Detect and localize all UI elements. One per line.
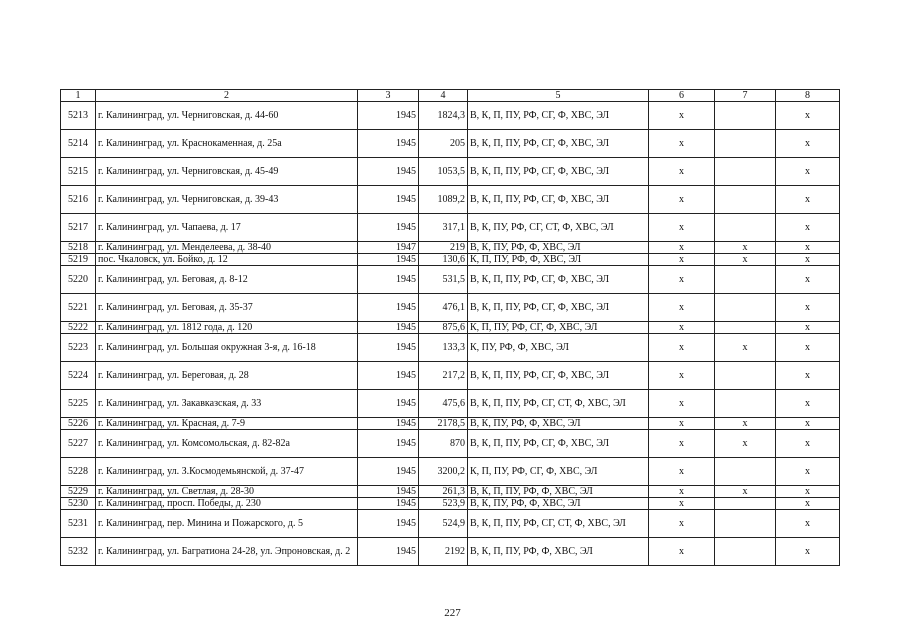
table-row	[61, 510, 840, 538]
systems-cell: В, К, П, ПУ, РФ, Ф, ХВС, ЭЛ	[468, 486, 649, 498]
area-cell: 133,3	[419, 334, 468, 362]
year-cell: 1945	[358, 102, 419, 130]
area-cell: 524,9	[419, 510, 468, 538]
year-cell: 1945	[358, 510, 419, 538]
mark-cell: х	[776, 390, 840, 418]
year-cell: 1945	[358, 362, 419, 390]
address-cell: г. Калининград, просп. Победы, д. 230	[96, 498, 358, 510]
mark-cell	[715, 214, 776, 242]
page-number: 227	[444, 607, 461, 619]
systems-cell: В, К, П, ПУ, РФ, Ф, ХВС, ЭЛ	[468, 538, 649, 566]
address-cell: г. Калининград, пер. Минина и Пожарского, д. 5	[96, 510, 358, 538]
address-cell: г. Калининград, ул. Багратиона 24-28, ул. Эпроновская, д. 2	[96, 538, 358, 566]
registry-table	[60, 89, 840, 566]
mark-cell: х	[776, 498, 840, 510]
mark-cell: х	[649, 158, 715, 186]
row-number: 5218	[61, 242, 96, 254]
row-number: 5230	[61, 498, 96, 510]
systems-cell: К, ПУ, РФ, Ф, ХВС, ЭЛ	[468, 334, 649, 362]
mark-cell: х	[649, 214, 715, 242]
column-header: 1	[61, 90, 96, 102]
mark-cell: х	[649, 242, 715, 254]
year-cell: 1945	[358, 254, 419, 266]
area-cell: 1824,3	[419, 102, 468, 130]
mark-cell	[715, 362, 776, 390]
systems-cell: В, К, П, ПУ, РФ, СГ, Ф, ХВС, ЭЛ	[468, 362, 649, 390]
row-number: 5220	[61, 266, 96, 294]
column-header: 8	[776, 90, 840, 102]
address-cell: г. Калининград, ул. Беговая, д. 35-37	[96, 294, 358, 322]
row-number: 5223	[61, 334, 96, 362]
mark-cell: х	[776, 254, 840, 266]
row-number: 5222	[61, 322, 96, 334]
table-row	[61, 186, 840, 214]
table-row	[61, 538, 840, 566]
area-cell: 475,6	[419, 390, 468, 418]
address-cell: г. Калининград, ул. Черниговская, д. 39-43	[96, 186, 358, 214]
year-cell: 1945	[358, 458, 419, 486]
mark-cell: х	[649, 418, 715, 430]
systems-cell: В, К, ПУ, РФ, Ф, ХВС, ЭЛ	[468, 498, 649, 510]
mark-cell: х	[649, 254, 715, 266]
mark-cell: х	[649, 186, 715, 214]
mark-cell: х	[776, 538, 840, 566]
table-row	[61, 322, 840, 334]
mark-cell: х	[776, 186, 840, 214]
mark-cell: х	[649, 458, 715, 486]
mark-cell: х	[776, 334, 840, 362]
address-cell: г. Калининград, ул. Чапаева, д. 17	[96, 214, 358, 242]
table-row	[61, 214, 840, 242]
year-cell: 1945	[358, 158, 419, 186]
area-cell: 1089,2	[419, 186, 468, 214]
address-cell: г. Калининград, ул. Большая окружная 3-я, д. 16-18	[96, 334, 358, 362]
area-cell: 217,2	[419, 362, 468, 390]
mark-cell: х	[776, 130, 840, 158]
row-number: 5215	[61, 158, 96, 186]
address-cell: г. Калининград, ул. Черниговская, д. 45-49	[96, 158, 358, 186]
year-cell: 1945	[358, 538, 419, 566]
year-cell: 1947	[358, 242, 419, 254]
table-row	[61, 334, 840, 362]
mark-cell: х	[649, 390, 715, 418]
mark-cell	[715, 390, 776, 418]
row-number: 5219	[61, 254, 96, 266]
mark-cell: х	[649, 430, 715, 458]
year-cell: 1945	[358, 498, 419, 510]
address-cell: г. Калининград, ул. Беговая, д. 8-12	[96, 266, 358, 294]
area-cell: 523,9	[419, 498, 468, 510]
header-row	[61, 90, 840, 102]
mark-cell: х	[649, 510, 715, 538]
mark-cell	[715, 498, 776, 510]
mark-cell: х	[649, 102, 715, 130]
mark-cell	[715, 538, 776, 566]
mark-cell	[715, 294, 776, 322]
address-cell: г. Калининград, ул. Менделеева, д. 38-40	[96, 242, 358, 254]
year-cell: 1945	[358, 486, 419, 498]
systems-cell: В, К, П, ПУ, РФ, СГ, Ф, ХВС, ЭЛ	[468, 430, 649, 458]
area-cell: 130,6	[419, 254, 468, 266]
address-cell: г. Калининград, ул. Краснокаменная, д. 25а	[96, 130, 358, 158]
mark-cell: х	[649, 294, 715, 322]
mark-cell	[715, 130, 776, 158]
row-number: 5217	[61, 214, 96, 242]
mark-cell: х	[715, 242, 776, 254]
mark-cell: х	[649, 266, 715, 294]
mark-cell: х	[776, 430, 840, 458]
mark-cell: х	[776, 322, 840, 334]
row-number: 5221	[61, 294, 96, 322]
row-number: 5213	[61, 102, 96, 130]
mark-cell: х	[776, 266, 840, 294]
row-number: 5226	[61, 418, 96, 430]
year-cell: 1945	[358, 186, 419, 214]
table-row	[61, 430, 840, 458]
table-row	[61, 130, 840, 158]
year-cell: 1945	[358, 294, 419, 322]
address-cell: г. Калининград, ул. Береговая, д. 28	[96, 362, 358, 390]
mark-cell: х	[649, 538, 715, 566]
row-number: 5224	[61, 362, 96, 390]
mark-cell: х	[776, 214, 840, 242]
address-cell: г. Калининград, ул. Закавказская, д. 33	[96, 390, 358, 418]
systems-cell: В, К, П, ПУ, РФ, СГ, Ф, ХВС, ЭЛ	[468, 130, 649, 158]
mark-cell	[715, 102, 776, 130]
address-cell: г. Калининград, ул. 1812 года, д. 120	[96, 322, 358, 334]
address-cell: пос. Чкаловск, ул. Бойко, д. 12	[96, 254, 358, 266]
area-cell: 875,6	[419, 322, 468, 334]
mark-cell: х	[776, 458, 840, 486]
systems-cell: В, К, П, ПУ, РФ, СГ, Ф, ХВС, ЭЛ	[468, 102, 649, 130]
table-row	[61, 158, 840, 186]
mark-cell: х	[776, 294, 840, 322]
area-cell: 531,5	[419, 266, 468, 294]
mark-cell: х	[776, 242, 840, 254]
mark-cell: х	[649, 322, 715, 334]
year-cell: 1945	[358, 322, 419, 334]
mark-cell: х	[715, 254, 776, 266]
systems-cell: В, К, П, ПУ, РФ, СГ, Ф, ХВС, ЭЛ	[468, 158, 649, 186]
systems-cell: В, К, П, ПУ, РФ, СГ, Ф, ХВС, ЭЛ	[468, 266, 649, 294]
mark-cell: х	[715, 334, 776, 362]
mark-cell	[715, 266, 776, 294]
systems-cell: В, К, ПУ, РФ, СГ, СТ, Ф, ХВС, ЭЛ	[468, 214, 649, 242]
area-cell: 1053,5	[419, 158, 468, 186]
mark-cell: х	[649, 362, 715, 390]
mark-cell: х	[715, 418, 776, 430]
year-cell: 1945	[358, 266, 419, 294]
systems-cell: В, К, П, ПУ, РФ, СГ, СТ, Ф, ХВС, ЭЛ	[468, 510, 649, 538]
area-cell: 870	[419, 430, 468, 458]
mark-cell: х	[649, 498, 715, 510]
mark-cell: х	[776, 158, 840, 186]
row-number: 5225	[61, 390, 96, 418]
column-header: 4	[419, 90, 468, 102]
mark-cell	[715, 186, 776, 214]
mark-cell: х	[649, 334, 715, 362]
mark-cell: х	[715, 430, 776, 458]
year-cell: 1945	[358, 130, 419, 158]
address-cell: г. Калининград, ул. Красная, д. 7-9	[96, 418, 358, 430]
column-header: 6	[649, 90, 715, 102]
address-cell: г. Калининград, ул. Светлая, д. 28-30	[96, 486, 358, 498]
systems-cell: В, К, ПУ, РФ, Ф, ХВС, ЭЛ	[468, 418, 649, 430]
table-row	[61, 486, 840, 498]
table-row	[61, 266, 840, 294]
column-header: 2	[96, 90, 358, 102]
address-cell: г. Калининград, ул. З.Космодемьянской, д. 37-47	[96, 458, 358, 486]
area-cell: 476,1	[419, 294, 468, 322]
systems-cell: В, К, П, ПУ, РФ, СГ, Ф, ХВС, ЭЛ	[468, 186, 649, 214]
year-cell: 1945	[358, 430, 419, 458]
column-header: 3	[358, 90, 419, 102]
mark-cell: х	[776, 418, 840, 430]
row-number: 5232	[61, 538, 96, 566]
row-number: 5227	[61, 430, 96, 458]
systems-cell: К, П, ПУ, РФ, СГ, Ф, ХВС, ЭЛ	[468, 458, 649, 486]
mark-cell	[715, 158, 776, 186]
mark-cell	[715, 322, 776, 334]
area-cell: 2178,5	[419, 418, 468, 430]
mark-cell	[715, 510, 776, 538]
address-cell: г. Калининград, ул. Черниговская, д. 44-60	[96, 102, 358, 130]
area-cell: 317,1	[419, 214, 468, 242]
address-cell: г. Калининград, ул. Комсомольская, д. 82-82а	[96, 430, 358, 458]
year-cell: 1945	[358, 418, 419, 430]
mark-cell: х	[776, 486, 840, 498]
area-cell: 205	[419, 130, 468, 158]
year-cell: 1945	[358, 334, 419, 362]
systems-cell: В, К, П, ПУ, РФ, СГ, Ф, ХВС, ЭЛ	[468, 294, 649, 322]
mark-cell: х	[776, 510, 840, 538]
year-cell: 1945	[358, 390, 419, 418]
systems-cell: В, К, П, ПУ, РФ, СГ, СТ, Ф, ХВС, ЭЛ	[468, 390, 649, 418]
year-cell: 1945	[358, 214, 419, 242]
mark-cell: х	[649, 130, 715, 158]
systems-cell: К, П, ПУ, РФ, СГ, Ф, ХВС, ЭЛ	[468, 322, 649, 334]
area-cell: 261,3	[419, 486, 468, 498]
table-row	[61, 294, 840, 322]
row-number: 5229	[61, 486, 96, 498]
mark-cell: х	[776, 362, 840, 390]
row-number: 5216	[61, 186, 96, 214]
table-row	[61, 498, 840, 510]
table-row	[61, 390, 840, 418]
column-header: 5	[468, 90, 649, 102]
table-row	[61, 458, 840, 486]
mark-cell	[715, 458, 776, 486]
row-number: 5214	[61, 130, 96, 158]
systems-cell: К, П, ПУ, РФ, Ф, ХВС, ЭЛ	[468, 254, 649, 266]
table-row	[61, 102, 840, 130]
mark-cell: х	[649, 486, 715, 498]
table-row	[61, 254, 840, 266]
area-cell: 3200,2	[419, 458, 468, 486]
mark-cell: х	[715, 486, 776, 498]
row-number: 5231	[61, 510, 96, 538]
area-cell: 2192	[419, 538, 468, 566]
table-body	[61, 102, 840, 566]
systems-cell: В, К, ПУ, РФ, Ф, ХВС, ЭЛ	[468, 242, 649, 254]
table-row	[61, 242, 840, 254]
table-row	[61, 418, 840, 430]
column-header: 7	[715, 90, 776, 102]
table-row	[61, 362, 840, 390]
area-cell: 219	[419, 242, 468, 254]
row-number: 5228	[61, 458, 96, 486]
mark-cell: х	[776, 102, 840, 130]
